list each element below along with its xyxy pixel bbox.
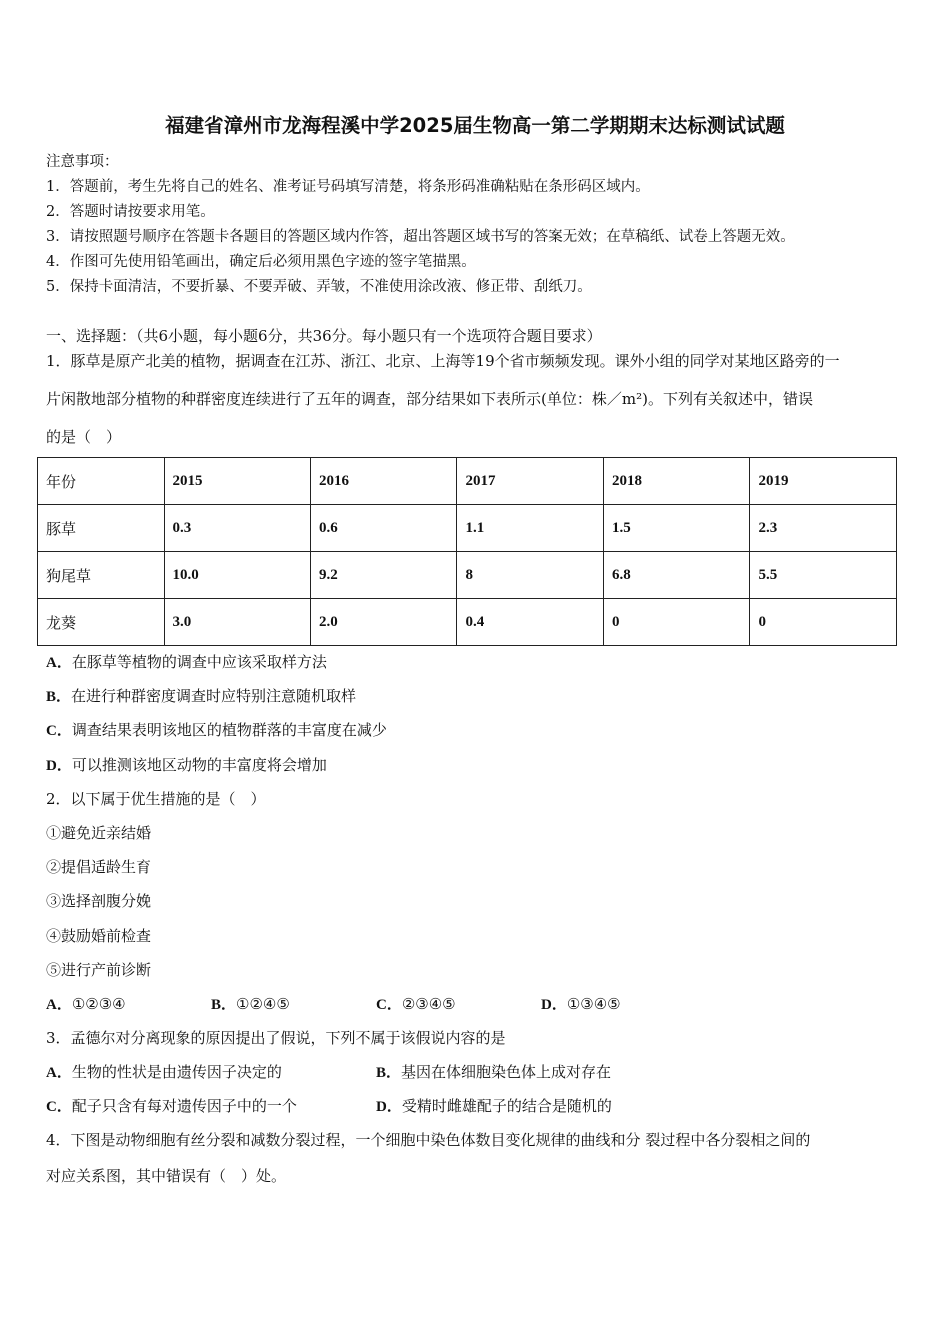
section-heading: 一、选择题：（共6小题，每小题6分，共36分。每小题只有一个选项符合题目要求） xyxy=(46,327,602,345)
q2-stem: 2．以下属于优生措施的是（ ） xyxy=(46,790,266,808)
option-label: C． xyxy=(376,997,402,1013)
table-cell: 1.5 xyxy=(603,505,749,552)
option-text: ②③④⑤ xyxy=(401,995,456,1013)
table-header-cell: 2016 xyxy=(311,458,457,505)
option-label: D． xyxy=(541,997,567,1013)
q4-stem-line: 4．下图是动物细胞有丝分裂和减数分裂过程，一个细胞中染色体数目变化规律的曲线和分 裂过程中各分裂相之间的 xyxy=(46,1131,811,1149)
q2-option-a xyxy=(46,994,126,1015)
notice-item: 3．请按照题号顺序在答题卡各题目的答题区域内作答，超出答题区域书写的答案无效；在草稿纸、试卷上答题无效。 xyxy=(46,229,795,245)
q1-stem-line: 的是（ ） xyxy=(46,428,122,446)
table-row xyxy=(38,552,897,599)
q1-option-c xyxy=(46,720,387,741)
notice-item: 1．答题前，考生先将自己的姓名、准考证号码填写清楚，将条形码准确粘贴在条形码区域内。 xyxy=(46,179,650,195)
q2-item: ②提倡适龄生育 xyxy=(46,858,152,876)
table-header-cell: 2018 xyxy=(603,458,749,505)
q1-option-a xyxy=(46,652,327,673)
notice-item: 4．作图可先使用铅笔画出，确定后必须用黑色字迹的签字笔描黑。 xyxy=(46,254,476,270)
q3-option-c xyxy=(46,1096,297,1117)
option-text: ①③④⑤ xyxy=(566,995,621,1013)
q3-stem: 3．孟德尔对分离现象的原因提出了假说，下列不属于该假说内容的是 xyxy=(46,1029,506,1047)
option-label: D． xyxy=(46,758,72,774)
q2-option-d xyxy=(541,994,621,1015)
q4-stem-line: 对应关系图，其中错误有（ ）处。 xyxy=(46,1167,287,1185)
table-cell: 6.8 xyxy=(603,552,749,599)
table-cell: 9.2 xyxy=(311,552,457,599)
table-row-label: 狗尾草 xyxy=(38,552,165,599)
q1-option-b xyxy=(46,686,356,707)
option-text: ①②④⑤ xyxy=(236,995,290,1013)
population-density-table xyxy=(37,457,897,646)
table-cell: 0.3 xyxy=(164,505,310,552)
option-label: C． xyxy=(46,723,72,739)
option-text: 受精时雌雄配子的结合是随机的 xyxy=(401,1097,612,1115)
table-cell: 0.4 xyxy=(457,599,603,646)
table-cell: 0 xyxy=(750,599,897,646)
q3-option-d xyxy=(376,1096,612,1117)
table-cell: 10.0 xyxy=(164,552,310,599)
q2-item: ⑤进行产前诊断 xyxy=(46,961,152,979)
table-cell: 2.3 xyxy=(750,505,897,552)
option-label: A． xyxy=(46,1065,72,1081)
option-label: B． xyxy=(211,997,237,1013)
table-cell: 3.0 xyxy=(164,599,310,646)
table-cell: 1.1 xyxy=(457,505,603,552)
option-text: 在豚草等植物的调查中应该采取样方法 xyxy=(71,653,327,671)
option-text: 基因在体细胞染色体上成对存在 xyxy=(401,1063,612,1081)
q2-option-c xyxy=(376,994,456,1015)
table-header-cell: 2017 xyxy=(457,458,603,505)
exam-title: 福建省漳州市龙海程溪中学2025届生物高一第二学期期末达标测试试题 xyxy=(165,114,785,137)
table-cell: 0.6 xyxy=(311,505,457,552)
table-header-row xyxy=(38,458,897,505)
q3-option-b xyxy=(376,1062,611,1083)
table-cell: 2.0 xyxy=(311,599,457,646)
option-label: B． xyxy=(376,1065,402,1081)
q3-option-a xyxy=(46,1062,282,1083)
table-row xyxy=(38,505,897,552)
option-text: 可以推测该地区动物的丰富度将会增加 xyxy=(71,756,327,774)
table-cell: 8 xyxy=(457,552,603,599)
notice-heading: 注意事项： xyxy=(46,154,119,170)
q1-stem-line: 片闲散地部分植物的种群密度连续进行了五年的调查，部分结果如下表所示(单位：株／m²)。下列有关叙述中，错误 xyxy=(46,390,813,408)
q2-item: ①避免近亲结婚 xyxy=(46,824,152,842)
option-label: C． xyxy=(46,1099,72,1115)
option-label: A． xyxy=(46,655,72,671)
option-text: 调查结果表明该地区的植物群落的丰富度在减少 xyxy=(71,721,387,739)
option-label: A． xyxy=(46,997,72,1013)
table-cell: 5.5 xyxy=(750,552,897,599)
option-label: B． xyxy=(46,689,72,705)
table-header-cell: 2015 xyxy=(164,458,310,505)
table-row-label: 龙葵 xyxy=(38,599,165,646)
q2-item: ③选择剖腹分娩 xyxy=(46,892,152,910)
table-row xyxy=(38,599,897,646)
q1-option-d xyxy=(46,755,327,776)
q2-item: ④鼓励婚前检查 xyxy=(46,927,152,945)
q2-option-b xyxy=(211,994,290,1015)
option-text: 生物的性状是由遗传因子决定的 xyxy=(71,1063,282,1081)
option-text: 配子只含有每对遗传因子中的一个 xyxy=(71,1097,297,1115)
option-text: 在进行种群密度调查时应特别注意随机取样 xyxy=(71,687,357,705)
q1-stem-line: 1．豚草是原产北美的植物，据调查在江苏、浙江、北京、上海等19个省市频频发现。课外小组的同学对某地区路旁的一 xyxy=(46,352,840,370)
notice-item: 5．保持卡面清洁，不要折暴、不要弄破、弄皱，不准使用涂改液、修正带、刮纸刀。 xyxy=(46,279,592,295)
notice-item: 2．答题时请按要求用笔。 xyxy=(46,204,215,220)
table-header-cell: 2019 xyxy=(750,458,897,505)
table-row-label: 豚草 xyxy=(38,505,165,552)
option-label: D． xyxy=(376,1099,402,1115)
table-cell: 0 xyxy=(603,599,749,646)
table-header-cell: 年份 xyxy=(38,458,165,505)
option-text: ①②③④ xyxy=(71,995,126,1013)
